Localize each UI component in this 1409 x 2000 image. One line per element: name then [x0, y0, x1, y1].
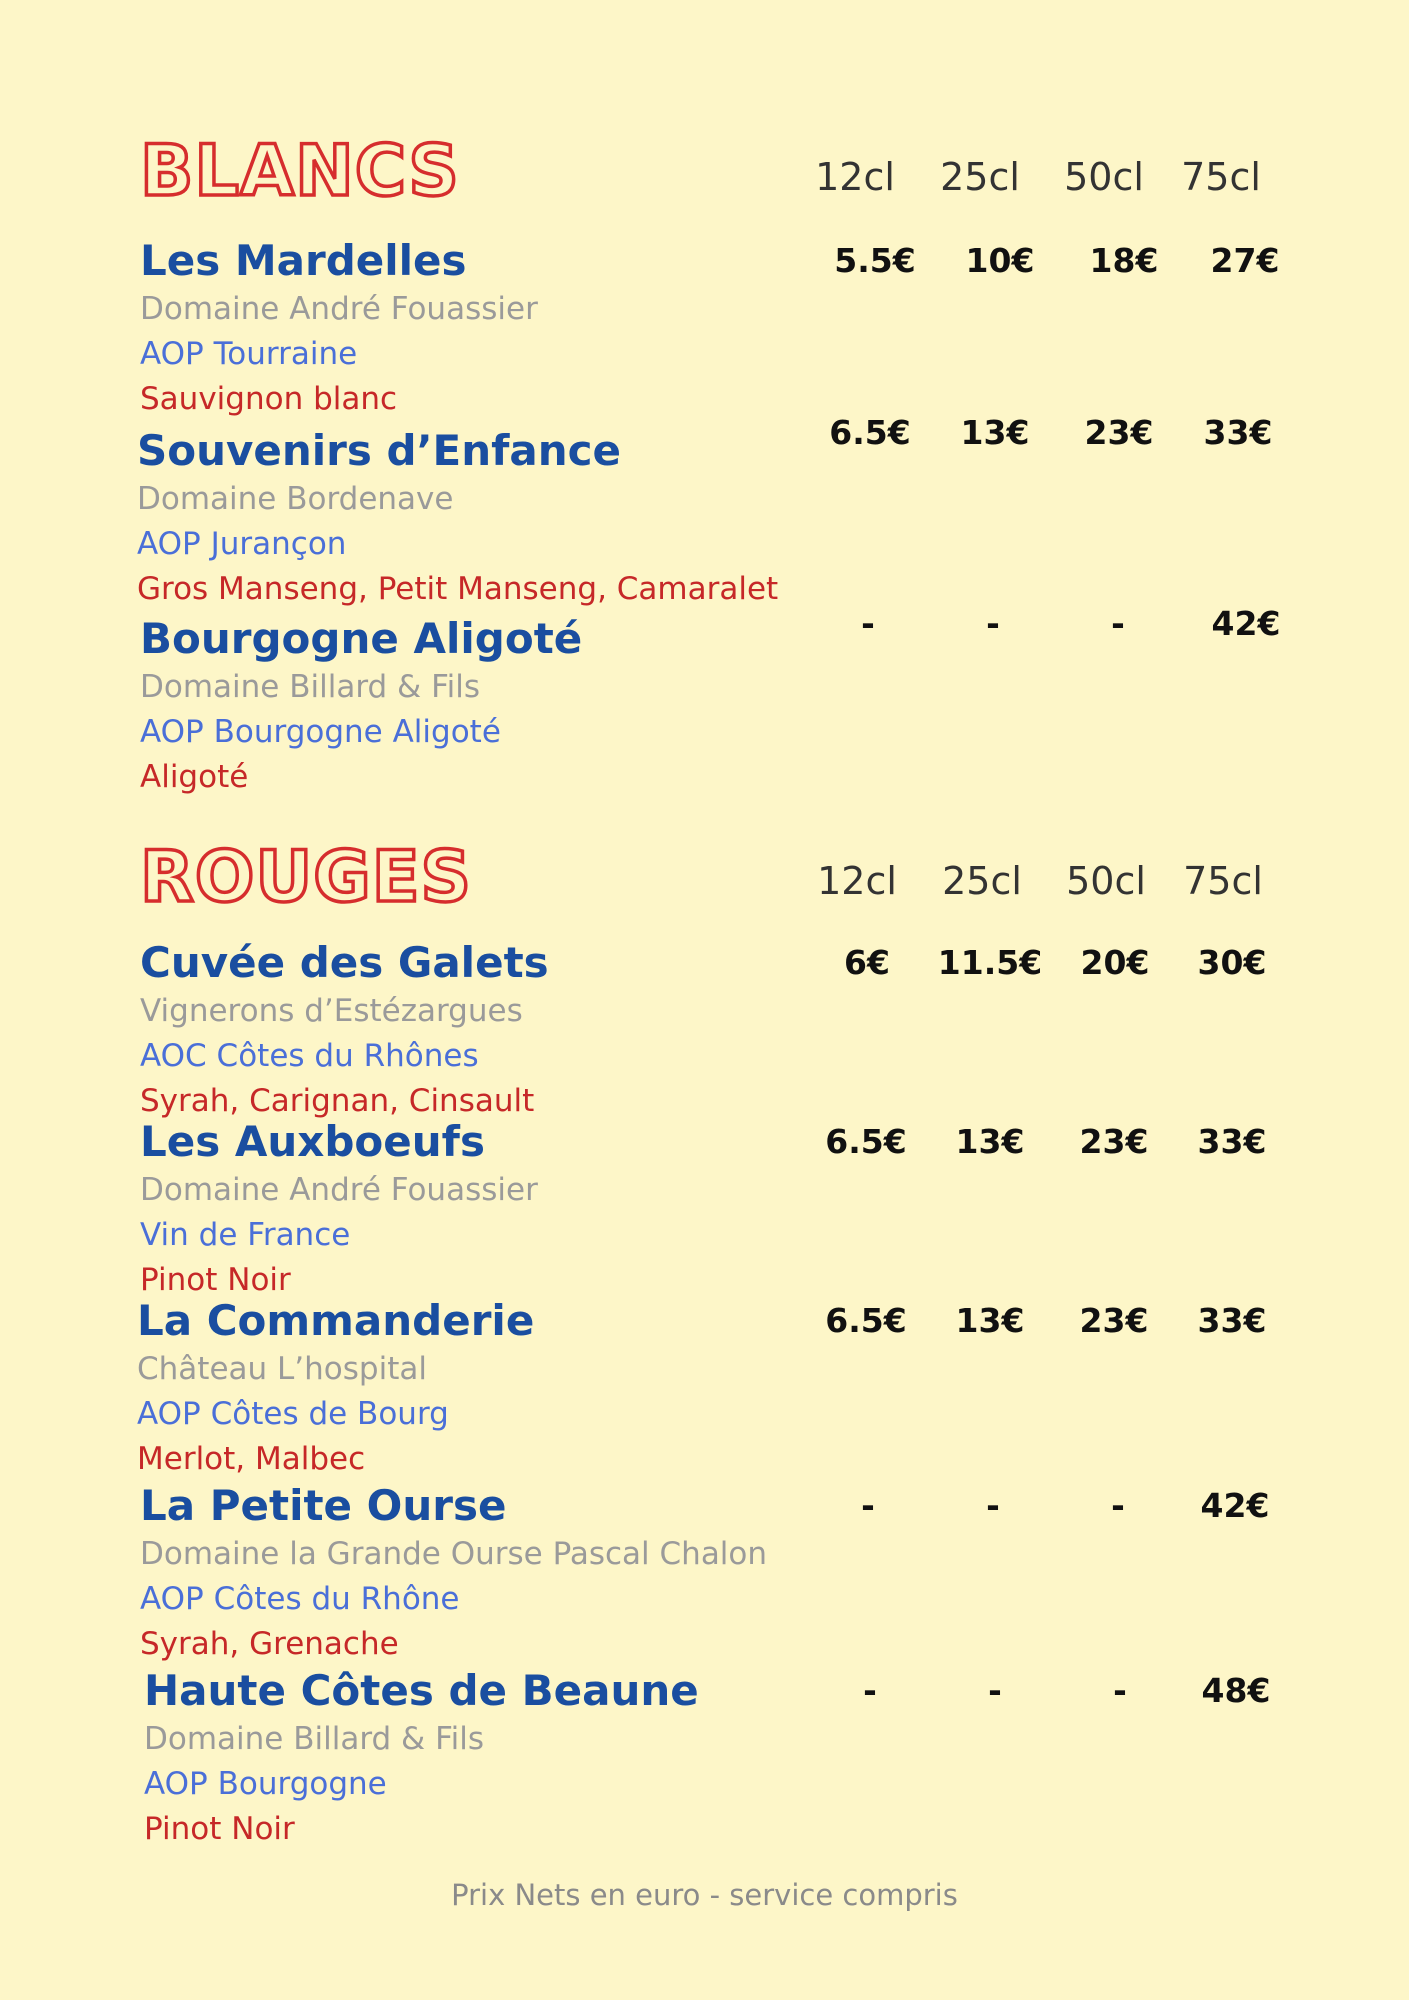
size-header-50cl: 50cl	[1066, 859, 1146, 903]
wine-producer: Domaine Billard & Fils	[140, 669, 481, 705]
price-75cl: 33€	[1197, 1122, 1267, 1161]
price-12cl: -	[863, 1671, 877, 1710]
wine-producer: Château L’hospital	[137, 1351, 427, 1387]
price-50cl: 20€	[1080, 943, 1150, 982]
size-header-12cl: 12cl	[815, 155, 895, 199]
wine-item	[140, 235, 900, 422]
wine-appellation: AOP Côtes du Rhône	[140, 1581, 460, 1617]
wine-item	[137, 1295, 897, 1482]
size-header-25cl: 25cl	[942, 859, 1022, 903]
wine-item	[140, 1480, 900, 1667]
price-12cl: -	[861, 604, 875, 643]
price-12cl: 6.5€	[825, 1122, 907, 1161]
size-header-75cl: 75cl	[1181, 155, 1261, 199]
price-25cl: 11.5€	[937, 943, 1043, 982]
footer-note: Prix Nets en euro - service compris	[451, 1878, 958, 1912]
wine-appellation: AOC Côtes du Rhônes	[140, 1038, 479, 1074]
wine-grapes: Pinot Noir	[140, 1262, 291, 1298]
wine-appellation: AOP Tourraine	[140, 336, 358, 372]
wine-producer: Domaine Bordenave	[137, 481, 454, 517]
price-25cl: 10€	[965, 241, 1035, 280]
price-50cl: 23€	[1079, 1122, 1149, 1161]
wine-name: La Petite Ourse	[140, 1481, 507, 1530]
price-50cl: -	[1111, 604, 1125, 643]
wine-grapes: Aligoté	[140, 759, 249, 795]
price-25cl: 13€	[955, 1301, 1025, 1340]
wine-producer: Domaine André Fouassier	[140, 1172, 538, 1208]
price-75cl: 48€	[1201, 1671, 1271, 1710]
wine-item	[140, 1116, 900, 1303]
price-12cl: 6.5€	[829, 413, 911, 452]
wine-grapes: Sauvignon blanc	[140, 381, 398, 417]
wine-item	[140, 613, 900, 800]
price-12cl: 6.5€	[825, 1301, 907, 1340]
wine-appellation: AOP Côtes de Bourg	[137, 1396, 449, 1432]
price-25cl: 13€	[955, 1122, 1025, 1161]
price-12cl: 5.5€	[834, 241, 916, 280]
price-75cl: 27€	[1210, 241, 1280, 280]
wine-grapes: Syrah, Carignan, Cinsault	[140, 1083, 535, 1119]
wine-appellation: AOP Bourgogne	[144, 1766, 387, 1802]
wine-name: Bourgogne Aligoté	[140, 614, 583, 663]
wine-grapes: Syrah, Grenache	[140, 1626, 399, 1662]
price-25cl: -	[986, 1486, 1000, 1525]
price-25cl: -	[986, 604, 1000, 643]
wine-item	[144, 1665, 904, 1852]
wine-producer: Domaine André Fouassier	[140, 291, 538, 327]
wine-item	[137, 425, 897, 612]
wine-name: Haute Côtes de Beaune	[144, 1666, 699, 1715]
price-50cl: -	[1111, 1486, 1125, 1525]
price-50cl: 18€	[1089, 241, 1159, 280]
price-50cl: 23€	[1079, 1301, 1149, 1340]
wine-producer: Vignerons d’Estézargues	[140, 993, 523, 1029]
wine-grapes: Pinot Noir	[144, 1811, 295, 1847]
wine-appellation: AOP Jurançon	[137, 526, 347, 562]
wine-name: Cuvée des Galets	[140, 938, 549, 987]
price-50cl: -	[1113, 1671, 1127, 1710]
wine-grapes: Merlot, Malbec	[137, 1441, 366, 1477]
price-25cl: -	[988, 1671, 1002, 1710]
size-header-75cl: 75cl	[1183, 859, 1263, 903]
section-title-rouges: ROUGES	[140, 836, 472, 918]
price-75cl: 30€	[1197, 943, 1267, 982]
price-75cl: 33€	[1197, 1301, 1267, 1340]
price-50cl: 23€	[1084, 413, 1154, 452]
size-header-25cl: 25cl	[940, 155, 1020, 199]
price-75cl: 33€	[1203, 413, 1273, 452]
size-header-50cl: 50cl	[1064, 155, 1144, 199]
wine-appellation: Vin de France	[140, 1217, 351, 1253]
wine-grapes: Gros Manseng, Petit Manseng, Camaralet	[137, 571, 779, 607]
wine-appellation: AOP Bourgogne Aligoté	[140, 714, 501, 750]
wine-name: Les Auxboeufs	[140, 1117, 485, 1166]
price-75cl: 42€	[1211, 604, 1281, 643]
wine-producer: Domaine Billard & Fils	[144, 1721, 485, 1757]
price-25cl: 13€	[960, 413, 1030, 452]
wine-item	[140, 937, 900, 1124]
wine-name: Souvenirs d’Enfance	[137, 426, 622, 475]
price-12cl: 6€	[844, 943, 890, 982]
wine-name: Les Mardelles	[140, 236, 467, 285]
section-title-blancs: BLANCS	[140, 130, 460, 212]
price-75cl: 42€	[1200, 1486, 1270, 1525]
wine-name: La Commanderie	[137, 1296, 535, 1345]
size-header-12cl: 12cl	[817, 859, 897, 903]
price-12cl: -	[861, 1486, 875, 1525]
wine-producer: Domaine la Grande Ourse Pascal Chalon	[140, 1536, 768, 1572]
